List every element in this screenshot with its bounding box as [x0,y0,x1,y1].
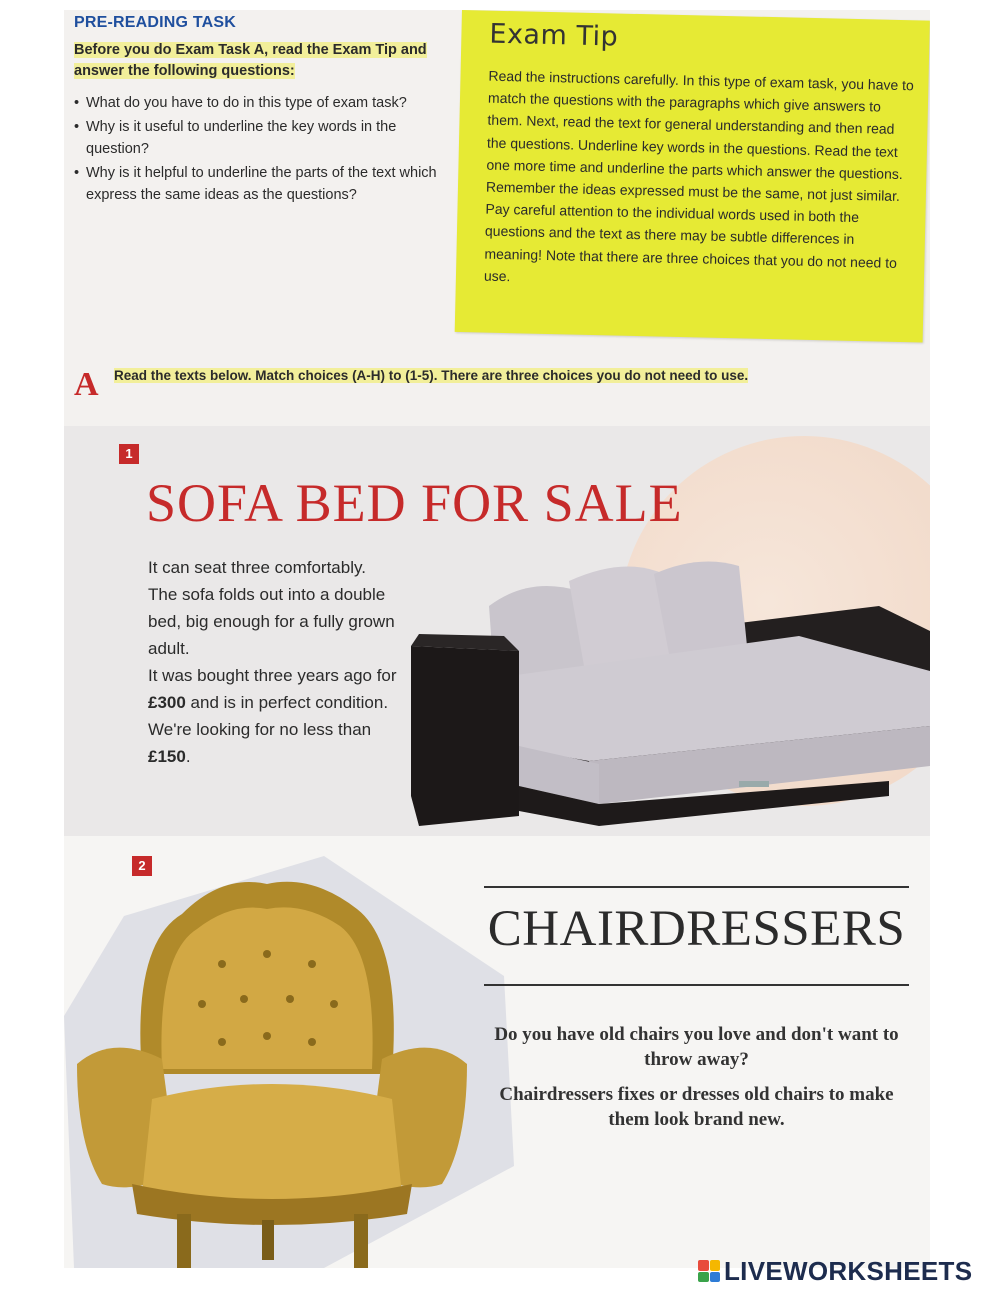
advert-chairdressers [64,836,930,1268]
pre-reading-intro: Before you do Exam Task A, read the Exam Tip and answer the following questions: [74,42,427,79]
liveworksheets-logo-icon [698,1260,720,1282]
advert-line: We're looking for no less than £150. [148,720,372,766]
advert-question: Do you have old chairs you love and don't want to throw away? [494,1024,899,1070]
watermark-text: LIVEWORKSHEETS [724,1255,973,1286]
advert-answer: Chairdressers fixes or dresses old chairs to make them look brand new. [499,1084,894,1130]
sofa-bed-image [409,536,930,836]
advert-title: CHAIRDRESSERS [487,901,906,957]
logo-square [710,1272,721,1283]
question-item: • Why is it helpful to underline the parts of the text which express the same ideas as the questions? [74,162,444,206]
logo-square [698,1260,709,1271]
advert-line: It was bought three years ago for £300 and is in perfect condition. [148,666,397,712]
title-rule-top [484,886,909,888]
exam-tip-title: Exam Tip [489,18,619,53]
advert-number: 1 [119,444,139,464]
question-item: • What do you have to do in this type of exam task? [74,92,444,114]
advert-number: 2 [132,856,152,876]
task-letter: A [74,366,99,403]
advert-body [148,554,408,770]
logo-square [710,1260,721,1271]
exam-tip-body: Read the instructions carefully. In this type of exam task, you have to match the questions with the paragraphs which give answers to them. Next, read the text for general understanding and then read the questions. Underline key words in the questions. Read the text one more time and underline the parts which answer the questions. Remember the ideas expressed must be the same, not just similar. Pay careful attention to the individual words used in both the questions and the text as there may be subtle differences in meaning! Note that there are three choices that you do not need to use. [483,67,914,284]
liveworksheets-watermark [698,1255,973,1286]
pre-reading-questions [74,92,444,206]
advert-line: The sofa folds out into a double bed, big enough for a fully grown adult. [148,585,395,658]
worksheet-page [64,10,930,1268]
pre-reading-section [74,14,444,208]
advert-title: SOFA BED FOR SALE [146,473,683,533]
task-instruction: Read the texts below. Match choices (A-H) to (1-5). There are three choices you do not need to use. [114,368,749,383]
question-item: • Why is it useful to underline the key words in the question? [74,116,444,160]
pre-reading-title: PRE-READING TASK [74,14,237,31]
logo-square [698,1272,709,1283]
title-rule-bottom [484,984,909,986]
armchair-image [72,864,472,1268]
exam-tip-note [455,10,930,343]
advert-sofa-bed [64,426,930,836]
advert-line: It can seat three comfortably. [148,558,366,577]
